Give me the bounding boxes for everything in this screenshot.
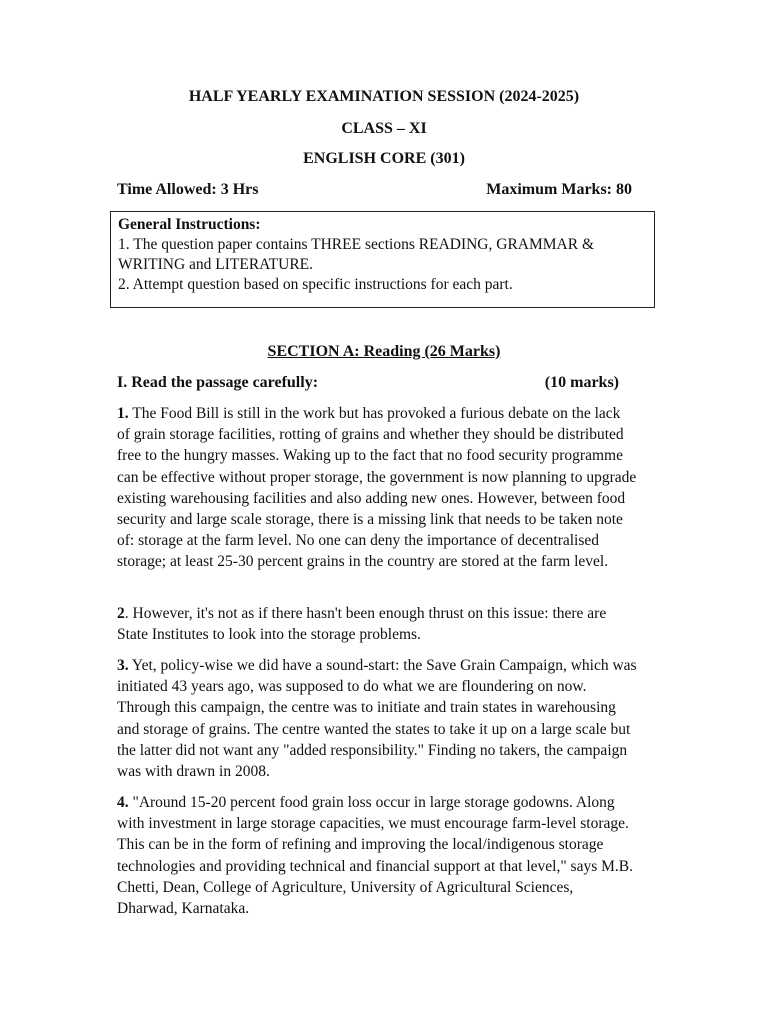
paragraph-number: 3. bbox=[117, 657, 129, 674]
subject-label: ENGLISH CORE (301) bbox=[303, 150, 465, 167]
paragraph-text: Yet, policy-wise we did have a sound-start: the Save Grain Campaign, which was initiated 43 years ago, was supposed to do what we are floundering on now. Through this campaign, the centre was to initiate and train states in warehousing and storage of grains. The centre wanted the states to take it up on a large scale but the latter did not want any "added responsibility." Finding no takers, the campaign was with drawn in 2008. bbox=[117, 657, 637, 781]
instructions-heading: General Instructions: bbox=[118, 216, 261, 233]
question-label: I. Read the passage carefully: bbox=[117, 374, 319, 391]
exam-title: HALF YEARLY EXAMINATION SESSION (2024-2025) bbox=[188, 88, 580, 105]
paragraph-number: 4. bbox=[117, 794, 129, 811]
paragraph-number: 1. bbox=[117, 405, 129, 422]
general-instructions-box bbox=[110, 211, 655, 308]
passage-paragraph bbox=[117, 603, 637, 645]
passage-paragraph bbox=[117, 792, 637, 919]
paragraph-text: . However, it's not as if there hasn't been enough thrust on this issue: there are State Institutes to look into the storage problems. bbox=[117, 605, 607, 644]
question-heading-row bbox=[117, 374, 619, 392]
paragraph-text: The Food Bill is still in the work but has provoked a furious debate on the lack of grain storage facilities, rotting of grains and whether they should be distributed free to the hungry masses. Waking up to the fact that no food security programme can be effective without proper storage, the government is now planning to upgrade existing warehousing facilities and also adding new ones. However, between food security and large scale storage, there is a missing link that needs to be taken note of: storage at the farm level. No one can deny the importance of decentralised storage; at least 25-30 percent grains in the country are stored at the farm level. bbox=[117, 405, 637, 571]
instruction-item: 2. Attempt question based on specific instructions for each part. bbox=[118, 276, 513, 293]
instruction-item: 1. The question paper contains THREE sections READING, GRAMMAR & WRITING and LITERATURE. bbox=[118, 236, 595, 273]
passage-paragraph bbox=[117, 655, 637, 782]
passage-paragraph bbox=[117, 403, 637, 573]
maximum-marks: Maximum Marks: 80 bbox=[486, 181, 632, 198]
class-label: CLASS – XI bbox=[341, 120, 427, 137]
paragraph-text: "Around 15-20 percent food grain loss occur in large storage godowns. Along with investment in large storage capacities, we must encourage farm-level storage. This can be in the form of refining and improving the local/indigenous storage technologies and providing technical and financial support at that level," says M.B. Chetti, Dean, College of Agriculture, University of Agricultural Sciences, Dharwad, Karnataka. bbox=[117, 794, 633, 918]
section-a-title: SECTION A: Reading (26 Marks) bbox=[267, 343, 501, 360]
question-marks: (10 marks) bbox=[544, 374, 619, 391]
exam-meta-row bbox=[117, 181, 632, 199]
paragraph-number: 2 bbox=[117, 605, 125, 622]
time-allowed: Time Allowed: 3 Hrs bbox=[117, 181, 259, 198]
